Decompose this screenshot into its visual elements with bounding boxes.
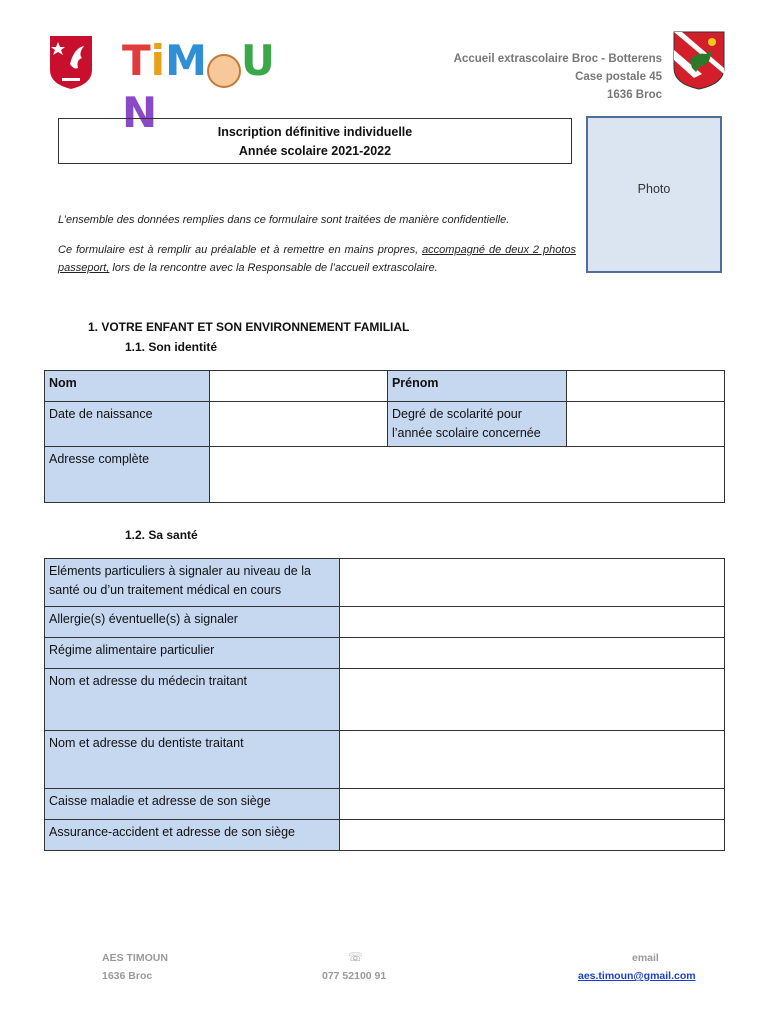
section-heading: 1. VOTRE ENFANT ET SON ENVIRONNEMENT FAMILIAL — [88, 320, 410, 334]
label-elements-particuliers: Eléments particuliers à signaler au niveau de la santé ou d’un traitement médical en cours — [45, 559, 340, 607]
caisse-maladie-input[interactable] — [340, 789, 725, 820]
instructions-text: Ce formulaire est à remplir au préalable et à remettre en mains propres, — [58, 244, 423, 256]
medecin-input[interactable] — [340, 669, 725, 731]
footer-city: 1636 Broc — [102, 970, 153, 982]
instructions-text-end: lors de la rencontre avec la Responsable de l’accueil extrascolaire. — [109, 262, 438, 274]
address-line: Case postale 45 — [575, 71, 662, 83]
date-naissance-input[interactable] — [209, 402, 387, 447]
broc-crest-icon — [48, 34, 94, 90]
subsection-identity-heading: 1.1. Son identité — [125, 340, 218, 354]
timoun-logo: TiM UN — [122, 36, 275, 137]
address-line: Accueil extrascolaire Broc - Botterens — [453, 53, 662, 65]
form-title: Inscription définitive individuelle — [217, 125, 413, 139]
footer-phone: 077 52100 91 — [322, 970, 387, 982]
subsection-health-heading: 1.2. Sa santé — [125, 528, 198, 542]
phone-icon: ☏ — [348, 950, 364, 964]
photo-label: Photo — [637, 182, 671, 196]
photo-field[interactable] — [586, 116, 722, 273]
elements-particuliers-input[interactable] — [340, 559, 725, 607]
instructions-underlined: accompagné de deux 2 photos passeport, — [58, 244, 576, 274]
form-title-box — [58, 118, 572, 164]
label-degre-scolarite: Degré de scolarité pour l’année scolaire concernée — [387, 402, 566, 447]
label-medecin: Nom et adresse du médecin traitant — [45, 669, 340, 731]
label-prenom: Prénom — [387, 371, 566, 402]
footer-email-label: email — [632, 952, 659, 964]
label-assurance-accident: Assurance-accident et adresse de son siège — [45, 820, 340, 851]
footer-email-link[interactable]: aes.timoun@gmail.com — [578, 970, 696, 982]
dentiste-input[interactable] — [340, 731, 725, 789]
health-table — [44, 558, 725, 851]
confidentiality-note: L’ensemble des données remplies dans ce formulaire sont traitées de manière confidentielle. — [58, 214, 510, 226]
school-year: Année scolaire 2021-2022 — [238, 144, 392, 158]
regime-input[interactable] — [340, 638, 725, 669]
nom-input[interactable] — [209, 371, 387, 402]
label-regime: Régime alimentaire particulier — [45, 638, 340, 669]
adresse-input[interactable] — [209, 447, 724, 503]
label-caisse-maladie: Caisse maladie et adresse de son siège — [45, 789, 340, 820]
label-allergies: Allergie(s) éventuelle(s) à signaler — [45, 607, 340, 638]
footer-org: AES TIMOUN — [102, 952, 168, 964]
instructions-paragraph — [58, 241, 576, 277]
prenom-input[interactable] — [566, 371, 724, 402]
label-adresse: Adresse complète — [45, 447, 210, 503]
allergies-input[interactable] — [340, 607, 725, 638]
label-dentiste: Nom et adresse du dentiste traitant — [45, 731, 340, 789]
degre-scolarite-input[interactable] — [566, 402, 724, 447]
identity-table — [44, 370, 725, 503]
organisation-address — [454, 50, 662, 104]
address-line: 1636 Broc — [607, 89, 662, 101]
botterens-crest-icon — [672, 30, 726, 90]
label-date-naissance: Date de naissance — [45, 402, 210, 447]
label-nom: Nom — [45, 371, 210, 402]
assurance-accident-input[interactable] — [340, 820, 725, 851]
